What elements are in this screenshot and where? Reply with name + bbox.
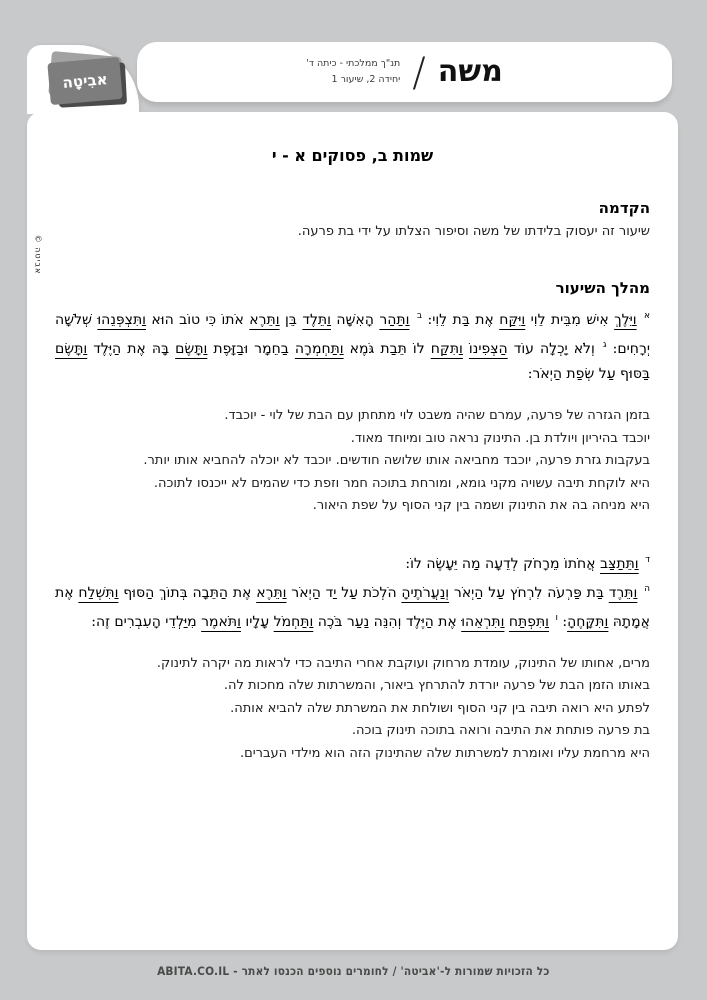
subtitle-line-2: יחידה 2, שיעור 1: [331, 74, 401, 85]
intro-heading: הקדמה: [598, 199, 650, 217]
explanation-1: [55, 405, 650, 518]
verse-number: ג: [602, 340, 607, 350]
subtitle-line-1: תנ"ך ממלכתי - כיתה ד': [306, 57, 401, 69]
footer-copyright: כל הזכויות שמורות ל-'אביטה' / לחומרים נוספים הכנסו לאתר - ABITA.CO.IL: [157, 964, 550, 978]
verse-block-1: $^א$ וַיֵּלֶךְ אִישׁ מִבֵּית לֵוִי וַיִּקַּח אֶת בַּת לֵוִי: $^ב$ וַתַּהַר הָאִשָּׁה וַתֵּלֶד בֵּן וַתֵּרֶא אֹתוֹ כִּי טוֹב הוּא וַתִּצְפְּנֵהוּ שְׁלֹשָׁה יְרָחִים: $^ג$ וְלֹא יָכְלָה עוֹד הַצְּפִינוֹ וַתִּקַּח לוֹ תֵּבַת גֹּמֶא וַתַּחְמְרָה בַחֵמָר וּבַזָּפֶת וַתָּשֶׂם בָּהּ אֶת הַיֶּלֶד וַתָּשֶׂם בַּסּוּף עַל שְׂפַת הַיְאֹר:: [55, 311, 651, 382]
worksheet-content: [27, 112, 678, 950]
explanation-line: לפתע היא רואה תיבה בין קני הסוף ושולחת את המשרתת שלה להביא אותה.: [230, 700, 650, 716]
explanation-2: [55, 653, 650, 766]
verse-number: ו: [555, 612, 558, 623]
course-title: משה: [437, 54, 503, 89]
explanation-line: היא מניחה בה את התינוק ושמה בין קני הסוף על שפת היאור.: [312, 498, 650, 513]
verse-number: ב: [416, 311, 423, 321]
logo-card-front: אבִיטָה: [47, 57, 122, 105]
header: [137, 42, 672, 102]
header-subtitle: [306, 56, 400, 88]
header-card: [137, 42, 672, 102]
explanation-line: היא מרחמת עליו ואומרת למשרתות שלה שהתינוק הזה הוא מילדי העברים.: [239, 745, 650, 761]
worksheet-card: [27, 112, 678, 950]
explanation-line: בעקבות גזרת פרעה, יוכבד מחביאה אותו שלושה חודשים. יוכבד לא יוכלה להחביא אותו יותר.: [143, 453, 650, 468]
side-copyright: אביטה ©: [33, 234, 43, 275]
verse-number: ה: [644, 583, 651, 594]
page-title: שמות ב, פסוקים א - י: [271, 146, 434, 165]
explanation-line: בזמן הגזרה של פרעה, עמרם שהיה משבט לוי מתחתן עם הבת של לוי - יוכבד.: [224, 408, 650, 423]
explanation-line: היא לוקחת תיבה עשויה מקני גומא, ומורחת בתוכה חמר וזפת כדי שהמים לא ייכנסו לתוכה.: [153, 475, 650, 491]
intro-body: שיעור זה יעסוק בלידתו של משה וסיפור הצלתו על ידי בת פרעה.: [297, 224, 650, 239]
verse-number: ד: [645, 554, 650, 565]
explanation-line: מרים, אחותו של התינוק, עומדת מרחוק ועוקבת אחרי התיבה כדי לראות מה יקרה לתינוק.: [156, 655, 650, 671]
abita-logo: [46, 54, 130, 110]
explanation-line: יוכבד בהיריון ויולדת בן. התינוק נראה טוב ומיוחד מאוד.: [350, 430, 650, 446]
explanation-line: בת פרעה פותחת את התיבה ורואה בתוכה תינוק בוכה.: [351, 723, 650, 738]
verse-block-2: $^ד$ וַתֵּתַצַּב אֲחֹתוֹ מֵרָחֹק לְדֵעָה מַה יֵּעָשֶׂה לוֹ: $^ה$ וַתֵּרֶד בַּת פַּרְעֹה לִרְחֹץ עַל הַיְאֹר וְנַעֲרֹתֶיהָ הֹלְכֹת עַל יַד הַיְאֹר וַתֵּרֶא אֶת הַתֵּבָה בְּתוֹךְ הַסּוּף וַתִּשְׁלַח אֶת אֲמָתָהּ וַתִּקָּחֶהָ: $^ו$ וַתִּפְתַּח וַתִּרְאֵהוּ אֶת הַיֶּלֶד וְהִנֵּה נַעַר בֹּכֶה וַתַּחְמֹל עָלָיו וַתֹּאמֶר מִיַּלְדֵי הָעִבְרִים זֶה:: [55, 554, 651, 630]
verse-number: א: [643, 311, 651, 321]
slash-separator: /: [412, 50, 426, 96]
lesson-heading: מהלך השיעור: [555, 279, 650, 297]
footer: [0, 960, 707, 979]
explanation-line: באותו הזמן הבת של פרעה יורדת להתרחץ ביאור, והמשרתות שלה מחכות לה.: [223, 678, 650, 693]
